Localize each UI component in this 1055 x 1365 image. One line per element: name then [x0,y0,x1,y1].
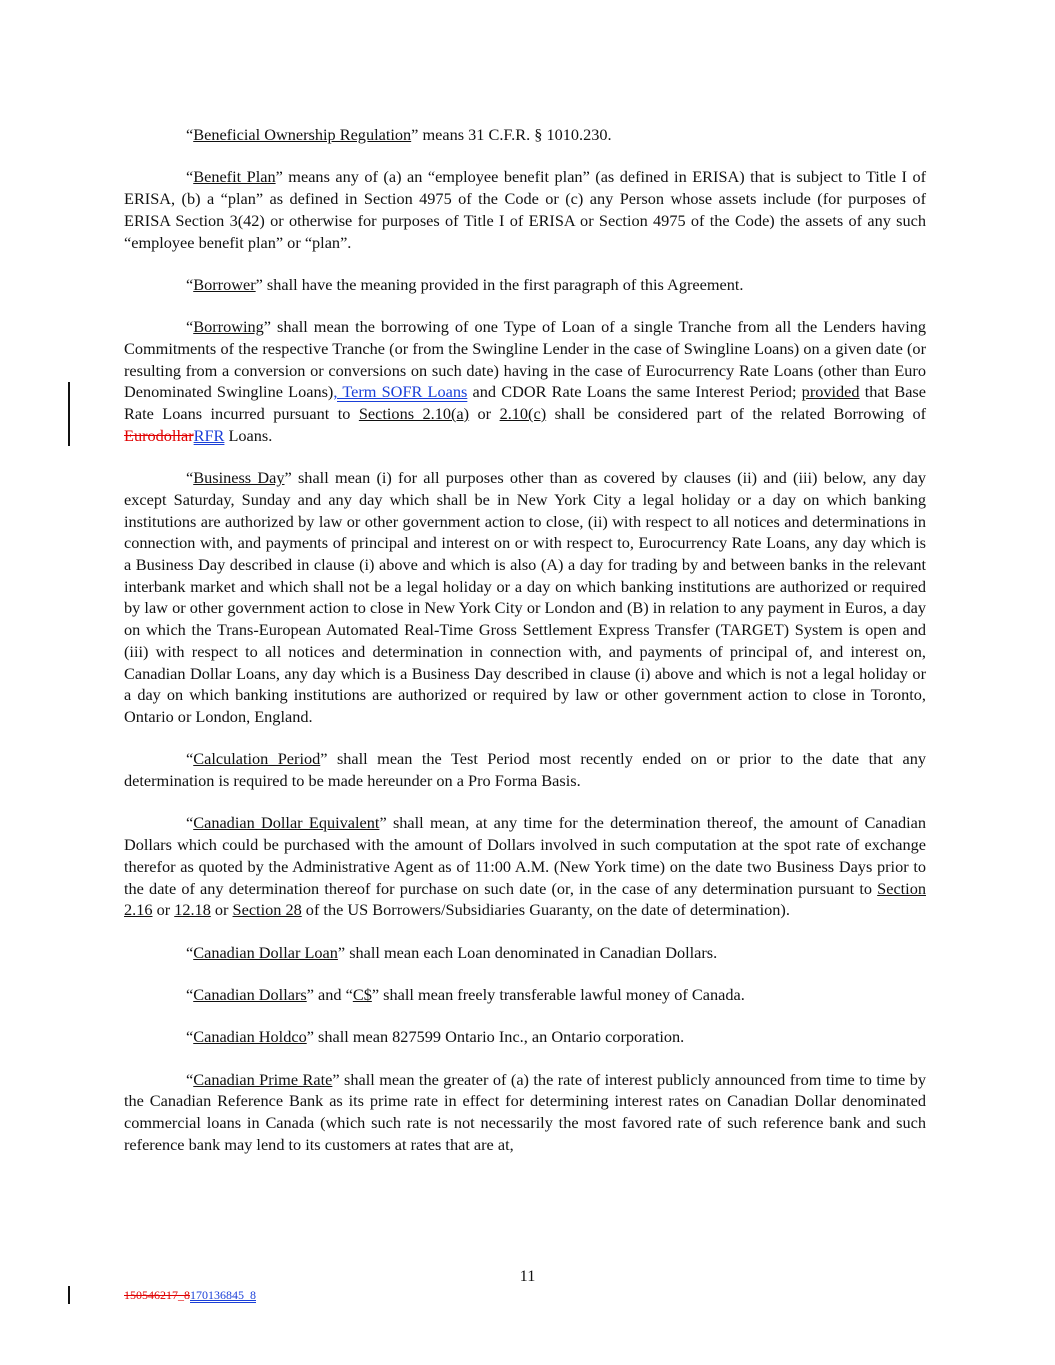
defined-term: Borrowing [193,317,264,337]
definition-paragraph: “Borrower” shall have the meaning provided in the first paragraph of this Agreement. [186,274,744,294]
defined-term: Canadian Dollar Loan [193,942,338,962]
inserted-doc-id: 170136845_8 [190,1288,256,1302]
defined-term: Benefit Plan [193,167,276,187]
defined-term: Borrower [193,274,256,294]
section-reference: Sections 2.10(a) [358,404,470,424]
page-number: 11 [519,1266,536,1285]
defined-term: Canadian Holdco [193,1027,307,1047]
definition-paragraph: “Beneficial Ownership Regulation” means 31 C.F.R. § 1010.230. [186,125,612,144]
defined-term: Canadian Dollar Equivalent [193,813,380,833]
change-bar [68,382,70,446]
definition-paragraph: “Canadian Dollar Equivalent” shall mean, at any time for the determination thereof, the amount of Canadian Dollars which could be purchased with the amount of Dollars involved in such computation at the spot rate of exchange therefor as quoted by the Administrative Agent as of 11:00 A.M. (New York time) on the date two Business Days prior to the date of any determination thereof for purchase on such date (or, in the case of any determination pursuant to Section 2.16 or 12.18 or Section 28 of the US Borrowers/Subsidiaries Guaranty, on the date of determination). [124,813,927,920]
deleted-text: Eurodollar [124,425,194,445]
defined-term: Business Day [193,468,285,488]
definition-paragraph: “Borrowing” shall mean the borrowing of one Type of Loan of a single Tranche from all the Lenders having Commitments of the respective Tranche (or from the Swingline Lender in the case of Swingline Loans) on a given date (or resulting from a conversion or conversions on such date) having in the case of Eurocurrency Rate Loans (other than Euro Denominated Swingline Loans), Term SOFR Loans and CDOR Rate Loans the same Interest Period; provided that Base Rate Loans incurred pursuant to Sections 2.10(a) or 2.10(c) shall be considered part of the related Borrowing of EurodollarRFR Loans. [124,317,927,445]
definition-paragraph: “Canadian Holdco” shall mean 827599 Ontario Inc., an Ontario corporation. [186,1027,685,1047]
section-reference: Section 2.16 [124,878,926,920]
defined-term: Calculation Period [193,749,321,769]
defined-term: Beneficial Ownership Regulation [193,125,412,144]
defined-term: Canadian Dollars [193,985,307,1004]
change-bar [68,1286,70,1304]
definition-paragraph: “Calculation Period” shall mean the Test Period most recently ended on or prior to the date that any determination is required to be made hereunder on a Pro Forma Basis. [124,749,926,791]
section-reference: 2.10(c) [499,404,547,424]
definition-paragraph: “Canadian Prime Rate” shall mean the greater of (a) the rate of interest publicly announced from time to time by the Canadian Reference Bank as its prime rate in effect for determining interest rates on Canadian Dollar denominated commercial loans in Canada (which such rate is not necessarily the most favored rate of such reference bank and such reference bank may lend to its customers at rates that are at, [124,1069,926,1154]
section-reference: 12.18 [174,900,211,920]
inserted-text: , Term SOFR Loans [333,382,468,402]
definition-paragraph: “Benefit Plan” means any of (a) an “employee benefit plan” (as defined in ERISA) that is subject to Title I of ERISA, (b) a “plan” as defined in Section 4975 of the Code or (c) any Person whose assets include (for purposes of ERISA Section 3(42) or otherwise for purposes of Title I of ERISA or Section 4975 of the Code) the assets of any such “employee benefit plan” or “plan”. [124,167,927,252]
definition-paragraph: “Canadian Dollar Loan” shall mean each Loan denominated in Canadian Dollars. [186,942,718,962]
defined-term: Canadian Prime Rate [193,1069,333,1089]
section-reference: Section 28 [232,900,302,920]
document-id [124,1288,256,1303]
inserted-text: RFR [193,425,225,445]
defined-term: C$ [352,985,372,1004]
definition-paragraph: “Business Day” shall mean (i) for all purposes other than as covered by clauses (ii) and (iii) below, any day except Saturday, Sunday and any day which shall be in New York City a legal holiday or a day on which banking institutions are authorized by law or other government action to close, (ii) with respect to all notices and determinations in connection with, and payments of principal and interest on or with respect to, Eurocurrency Rate Loans, any day which is a Business Day described in clause (i) above and which is also (A) a day for trading by and between banks in the relevant interbank market and which shall not be a legal holiday or a day on which banking institutions are authorized or required by law or other government action to close in New York City or London and (B) in relation to any payment in Euros, a day on which the Trans-European Automated Real-Time Gross Settlement Express Transfer (TARGET) System is open and (iii) with respect to all notices and determination in connection with, and payments of principal of, and interest on, Canadian Dollar Loans, any day which is a Business Day described in clause (i) above and which is not a legal holiday or a day on which banking institutions are authorized or required by law or other government action to close in Toronto, Ontario or London, England. [124,468,926,726]
definition-paragraph: “Canadian Dollars” and “C$” shall mean freely transferable lawful money of Canada. [186,985,745,1004]
document-body [124,124,926,1176]
deleted-doc-id: 150546217_8 [124,1288,190,1302]
